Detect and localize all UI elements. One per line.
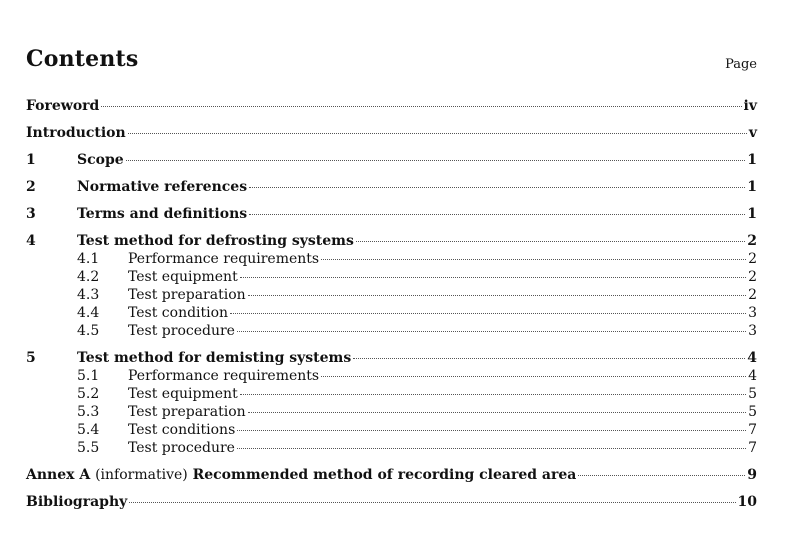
toc-subentry[interactable] [26,439,757,457]
dot-leader [237,448,746,449]
toc-entry-number: 5.3 [77,404,100,420]
toc-entry-scope[interactable] [26,151,757,169]
toc-entry-label: Test procedure [128,323,235,339]
toc-entry-label: Performance requirements [128,251,320,267]
table-of-contents [26,97,757,520]
toc-entry-annex-a[interactable] [26,466,757,484]
toc-entry-label: Foreword [26,98,100,114]
toc-entry-page: 3 [748,323,757,339]
toc-entry-normative-references[interactable] [26,178,757,196]
toc-subentry[interactable] [26,250,757,268]
toc-entry-number: 4 [26,233,36,249]
toc-entry-page: 4 [748,368,757,384]
toc-entry-number: 3 [26,206,36,222]
dot-leader [321,376,746,377]
toc-subentry[interactable] [26,286,757,304]
toc-entry-label: Test preparation [128,287,246,303]
toc-entry-label: Performance requirements [128,368,320,384]
toc-entry-number: 1 [26,152,36,168]
toc-entry-page: 5 [748,386,757,402]
dot-leader [129,502,735,503]
toc-entry-page: 7 [748,422,757,438]
toc-entry-page: 10 [737,494,757,510]
toc-subentry[interactable] [26,304,757,322]
dot-leader [249,187,745,188]
toc-entry-label: Test procedure [128,440,235,456]
toc-entry-label: Test method for defrosting systems [77,233,354,249]
toc-entry-number: 4.1 [77,251,100,267]
page-column-label: Page [725,57,757,72]
toc-entry-number: 5 [26,350,36,366]
annex-type: (informative) [95,467,188,483]
toc-entry-page: iv [743,98,757,114]
toc-subentry[interactable] [26,268,757,286]
dot-leader [237,430,746,431]
toc-entry-label: Test condition [128,305,229,321]
toc-entry-number: 4.4 [77,305,100,321]
toc-subentry[interactable] [26,403,757,421]
toc-entry-label [26,466,576,484]
toc-entry-number: 4.2 [77,269,100,285]
toc-entry-foreword[interactable] [26,97,757,115]
dot-leader [248,412,746,413]
toc-entry-introduction[interactable] [26,124,757,142]
dot-leader [230,313,746,314]
toc-entry-page: v [748,125,757,141]
toc-entry-terms-and-definitions[interactable] [26,205,757,223]
toc-entry-page: 2 [748,269,757,285]
toc-entry-number: 5.4 [77,422,100,438]
toc-entry-number: 5.1 [77,368,100,384]
dot-leader [126,160,746,161]
toc-entry-page: 1 [747,152,757,168]
toc-entry-label: Introduction [26,125,126,141]
toc-entry-demisting-systems[interactable] [26,349,757,367]
toc-subentry[interactable] [26,421,757,439]
toc-subentry[interactable] [26,367,757,385]
dot-leader [101,106,741,107]
toc-entry-number: 4.3 [77,287,100,303]
toc-entry-label: Test conditions [128,422,236,438]
dot-leader [321,259,746,260]
toc-entry-label: Test equipment [128,269,238,285]
dot-leader [353,358,745,359]
toc-entry-page: 7 [748,440,757,456]
toc-entry-page: 2 [748,251,757,267]
toc-entry-label: Bibliography [26,494,128,510]
dot-leader [240,394,746,395]
toc-entry-label: Test method for demisting systems [77,350,352,366]
toc-entry-number: 2 [26,179,36,195]
dot-leader [248,295,746,296]
toc-entry-bibliography[interactable] [26,493,757,511]
dot-leader [356,241,745,242]
toc-subentry[interactable] [26,322,757,340]
toc-entry-label: Terms and definitions [77,206,248,222]
toc-entry-page: 2 [747,233,757,249]
toc-entry-number: 5.2 [77,386,100,402]
toc-entry-number: 4.5 [77,323,100,339]
toc-entry-number: 5.5 [77,440,100,456]
toc-entry-label: Test preparation [128,404,246,420]
toc-entry-page: 5 [748,404,757,420]
toc-entry-label: Scope [77,152,124,168]
toc-entry-page: 4 [747,350,757,366]
annex-title: Recommended method of recording cleared area [192,467,577,483]
dot-leader [128,133,747,134]
toc-entry-page: 9 [747,467,757,483]
toc-entry-label: Test equipment [128,386,238,402]
toc-entry-defrosting-systems[interactable] [26,232,757,250]
toc-entry-page: 1 [747,179,757,195]
page-title: Contents [26,46,139,72]
dot-leader [240,277,746,278]
toc-subentry[interactable] [26,385,757,403]
annex-prefix: Annex A [26,467,91,483]
toc-entry-label: Normative references [77,179,248,195]
dot-leader [249,214,745,215]
toc-entry-page: 1 [747,206,757,222]
dot-leader [237,331,746,332]
dot-leader [578,475,745,476]
toc-entry-page: 3 [748,305,757,321]
toc-entry-page: 2 [748,287,757,303]
